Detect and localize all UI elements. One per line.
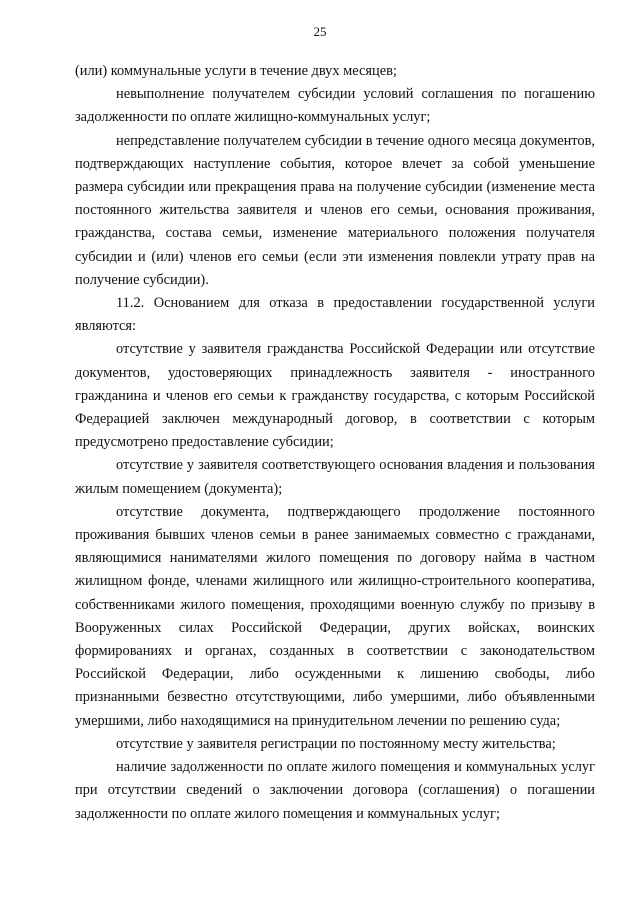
document-body	[75, 60, 595, 826]
paragraph-documents-not-submitted: непредставление получателем субсидии в течение одного месяца документов, подтверждающих наступление события, которое влечет за собой уменьшение размера субсидии или прекращения права на получение субсидии (изменение места постоянного жительства заявителя и членов его семьи, основания проживания, гражданства, состава семьи, изменение материального положения получателя субсидии и (или) членов его семьи (если эти изменения повлекли утрату прав на получение субсидии).	[75, 132, 595, 288]
paragraph-agreement-violation: невыполнение получателем субсидии условий соглашения по погашению задолженности по оплате жилищно-коммунальных услуг;	[75, 86, 595, 126]
paragraph-no-registration: отсутствие у заявителя регистрации по постоянному месту жительства;	[116, 735, 556, 752]
paragraph-continuation: (или) коммунальные услуги в течение двух месяцев;	[75, 63, 397, 79]
paragraph-section-11-2: 11.2. Основанием для отказа в предоставлении государственной услуги являются:	[75, 295, 595, 335]
paragraph-no-citizenship: отсутствие у заявителя гражданства Российской Федерации или отсутствие документов, удостоверяющих принадлежность заявителя - иностранного гражданина и членов его семьи к гражданству государства, с которым Российской Федерацией заключен международный договор, в соответствии с которым предусмотрено предоставление субсидии;	[75, 341, 595, 451]
paragraph-debt: наличие задолженности по оплате жилого помещения и коммунальных услуг при отсутствии сведений о заключении договора (соглашения) о погашении задолженности по оплате жилого помещения и коммунальных услуг;	[75, 759, 595, 822]
paragraph-no-residence-document: отсутствие документа, подтверждающего продолжение постоянного проживания бывших членов семьи в ранее занимаемых совместно с гражданами, являющимися нанимателями жилого помещения по договору найма в частном жилищном фонде, членами жилищного или жилищно-строительного кооператива, собственниками жилого помещения, проходящими военную службу по призыву в Вооруженных силах Российской Федерации, других войсках, воинских формированиях и органах, созданных в соответствии с законодательством Российской Федерации, либо осужденными к лишению свободы, либо признанными безвестно отсутствующими, либо умершими, либо объявленными умершими, либо находящимися на принудительном лечении по решению суда;	[75, 503, 595, 729]
paragraph-no-ownership-basis: отсутствие у заявителя соответствующего основания владения и пользования жилым помещением (документа);	[75, 457, 595, 497]
page-number: 25	[313, 24, 327, 39]
